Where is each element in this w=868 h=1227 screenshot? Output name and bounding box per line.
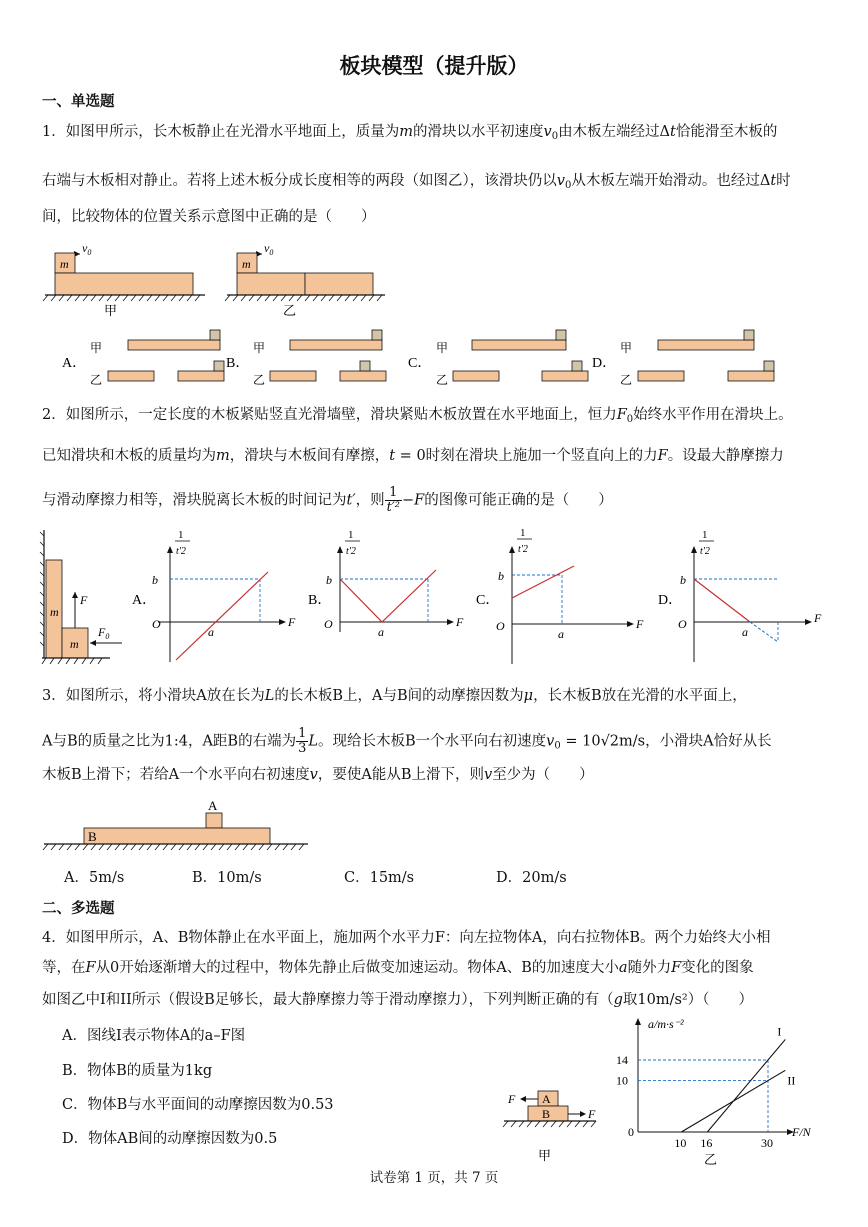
q4-line-2: 等，在F从0开始逐渐增大的过程中，物体先静止后做变加速运动。物体A、B的加速度大小a随外力F变化的图象 [42, 960, 754, 976]
q4-jia-caption: 甲 [538, 1148, 552, 1163]
q2-graph-d-line [694, 579, 750, 622]
q2-graph-b-line [340, 570, 436, 622]
svg-text:乙: 乙 [253, 373, 266, 387]
q1-fig-jia [43, 241, 205, 318]
q1-option-c [408, 330, 588, 387]
svg-text:O: O [496, 619, 505, 633]
svg-text:b: b [680, 573, 686, 587]
q4-option-b: B．物体B的质量为1kg [62, 1063, 213, 1079]
page-title: 板块模型（提升版） [339, 54, 529, 78]
q4-label-B: B [542, 1107, 551, 1121]
svg-text:O: O [152, 617, 161, 631]
page-footer: 试卷第 1 页，共 7 页 [369, 1170, 499, 1186]
q3-label-B: B [88, 829, 97, 844]
q2-board-mass-label: m [50, 605, 59, 619]
q3-label-A: A [208, 798, 218, 813]
q1-line-3: 间，比较物体的位置关系示意图中正确的是（ ） [42, 209, 376, 225]
q2-line-3: 与滑动摩擦力相等，滑块脱离长木板的时间记为t′，则 $\frac{1}{\text{t′²}}$ −F的图像可能正确的是（ ） [42, 485, 613, 515]
svg-text:乙: 乙 [90, 373, 103, 387]
q4-x-tick-16: 16 [700, 1136, 713, 1150]
q3-line-1: 3．如图所示，将小滑块A放在长为L的长木板B上，A与B间的动摩擦因数为μ，长木板B放在光滑的水平面上， [42, 688, 747, 704]
q1-yi-caption: 乙 [283, 303, 297, 318]
q2-fraction: $\frac{1}{\text{t′²}}$ [386, 485, 401, 515]
q3-option-c: C．15m/s [344, 870, 415, 886]
q1-yi-board-left [237, 273, 305, 295]
q2-graph-b [308, 529, 464, 639]
q1-figures [40, 236, 380, 316]
q2-graph-d [658, 529, 822, 662]
q3-line-3: 木板B上滑下；若给A一个水平向右初速度v，要使A能从B上滑下，则v至少为（ ） [42, 767, 594, 783]
q2-line-2: 已知滑块和木板的质量均为m，滑块与木板间有摩擦，t = 0时刻在滑块上施加一个竖直向上的力F。设最大静摩擦力 [42, 448, 784, 464]
svg-text:A．: A． [132, 593, 157, 608]
q3-option-a: A．5m/s [64, 870, 125, 886]
q1-line-2: 右端与木板相对静止。若将上述木板分成长度相等的两段（如图乙），该滑块仍以$v_0$从木板左端开始滑动。也经过Δt时 [42, 173, 791, 191]
svg-text:B．: B． [226, 356, 250, 371]
q4-line-1: 4．如图甲所示，A、B物体静止在水平面上，施加两个水平力F：向左拉物体A，向右拉物体B。两个力始终大小相 [42, 930, 771, 946]
svg-text:F: F [814, 611, 822, 625]
q2-graph-c [476, 527, 644, 664]
q4-y-tick-14: 14 [616, 1053, 628, 1067]
q1-option-a [62, 330, 224, 387]
q4-fig-jia [500, 1088, 610, 1166]
q2-graph-c-line [512, 566, 574, 598]
svg-text:F: F [288, 615, 296, 629]
q1-yi-mass-label: m [242, 257, 251, 271]
svg-text:b: b [498, 569, 504, 583]
svg-text:t'2: t'2 [700, 546, 710, 557]
q4-series-label-II: II [787, 1073, 796, 1088]
q2-slider-mass-label: m [70, 637, 79, 651]
svg-text:O: O [324, 617, 333, 631]
q4-line-3: 如图乙中I和II所示（假设B足够长，最大静摩擦力等于滑动摩擦力），下列判断正确的有（g取10m/s²）（ ） [42, 992, 753, 1008]
q3-line-2: A与B的质量之比为1:4，A距B的右端为 $\frac{1}{3}$ L。现给长木板B一个水平向右初速度$v_0 = 10√2m/s$，小滑块A恰好从长 [42, 726, 772, 756]
svg-text:D．: D． [592, 356, 617, 371]
svg-text:1: 1 [348, 529, 354, 541]
q4-option-d: D．物体AB间的动摩擦因数为0.5 [62, 1131, 278, 1147]
section-multi-choice: 二、多选题 [42, 901, 115, 917]
q2-graphs [130, 524, 830, 670]
q4-option-a: A．图线I表示物体A的a–F图 [62, 1028, 246, 1044]
q2-graph-a-line [176, 572, 268, 660]
q4-x-tick-30: 30 [761, 1136, 773, 1150]
svg-text:1: 1 [702, 529, 708, 541]
svg-text:a: a [208, 625, 214, 639]
svg-text:A．: A． [62, 356, 87, 371]
svg-text:B．: B． [308, 593, 332, 608]
q4-graph-yi [614, 1012, 824, 1168]
q1-option-d [592, 330, 774, 387]
q3-option-b: B．10m/s [192, 870, 262, 886]
section-single-choice: 一、单选题 [42, 94, 115, 110]
svg-text:t'2: t'2 [518, 544, 528, 555]
q1-line-1: 1．如图甲所示，长木板静止在光滑水平地面上，质量为m的滑块以水平初速度$v_0$由木板左端经过Δt恰能滑至木板的 [42, 124, 778, 142]
svg-text:a: a [742, 625, 748, 639]
svg-text:a: a [378, 625, 384, 639]
q1-yi-v-label: $v_0$ [264, 241, 274, 257]
q1-jia-board [55, 273, 193, 295]
svg-text:a: a [558, 627, 564, 641]
q1-option-b [226, 330, 386, 387]
q2-graph-a [132, 529, 296, 662]
svg-text:C．: C． [408, 356, 432, 371]
q4-series-line-II [681, 1070, 785, 1132]
q4-series-label-I: I [777, 1024, 782, 1039]
q4-y-tick-10: 10 [616, 1073, 628, 1088]
svg-text:t'2: t'2 [346, 546, 356, 557]
svg-text:1: 1 [178, 529, 184, 541]
svg-text:甲: 甲 [253, 341, 266, 355]
q4-series-line-I [707, 1039, 785, 1132]
q1-fig-yi [225, 241, 385, 318]
q2-line-1: 2．如图所示，一定长度的木板紧贴竖直光滑墙壁，滑块紧贴木板放置在水平地面上，恒力$F_0$始终水平作用在滑块上。 [42, 407, 793, 425]
q3-fraction: $\frac{1}{3}$ [298, 726, 307, 756]
svg-text:乙: 乙 [436, 373, 449, 387]
q3-board-B [84, 828, 270, 844]
svg-text:b: b [326, 573, 332, 587]
svg-text:甲: 甲 [90, 341, 103, 355]
q4-yi-caption: 乙 [704, 1152, 718, 1167]
svg-text:F: F [456, 615, 464, 629]
q1-jia-caption: 甲 [104, 303, 118, 318]
q4-right-force-label: F [588, 1107, 596, 1121]
q4-y-axis-label: a/m·s⁻² [648, 1017, 684, 1031]
q4-origin-label: 0 [628, 1125, 634, 1139]
q2-force-F0-label: $F_0$ [98, 625, 110, 641]
q1-options [60, 326, 780, 392]
q1-yi-board-right [305, 273, 373, 295]
q2-setup-figure [40, 530, 130, 670]
svg-text:1: 1 [520, 527, 526, 539]
svg-text:甲: 甲 [436, 341, 449, 355]
q3-slider-A [206, 813, 222, 828]
svg-text:C．: C． [476, 593, 500, 608]
svg-text:b: b [152, 573, 158, 587]
q1-jia-v-label: $v_0$ [82, 241, 92, 257]
svg-text:D．: D． [658, 593, 683, 608]
q4-label-A: A [542, 1092, 551, 1106]
q1-jia-mass-label: m [60, 257, 69, 271]
q3-figure [40, 796, 320, 856]
svg-text:甲: 甲 [620, 341, 633, 355]
svg-text:乙: 乙 [620, 373, 633, 387]
q2-force-F-label: F [80, 593, 88, 607]
q4-left-force-label: F [508, 1092, 516, 1106]
q4-x-axis-label: F/N [792, 1125, 811, 1139]
svg-text:t'2: t'2 [176, 546, 186, 557]
svg-text:F: F [636, 617, 644, 631]
q4-x-tick-10: 10 [674, 1136, 687, 1150]
q3-option-d: D．20m/s [496, 870, 567, 886]
q4-option-c: C．物体B与水平面间的动摩擦因数为0.53 [62, 1097, 334, 1113]
svg-text:O: O [678, 617, 687, 631]
